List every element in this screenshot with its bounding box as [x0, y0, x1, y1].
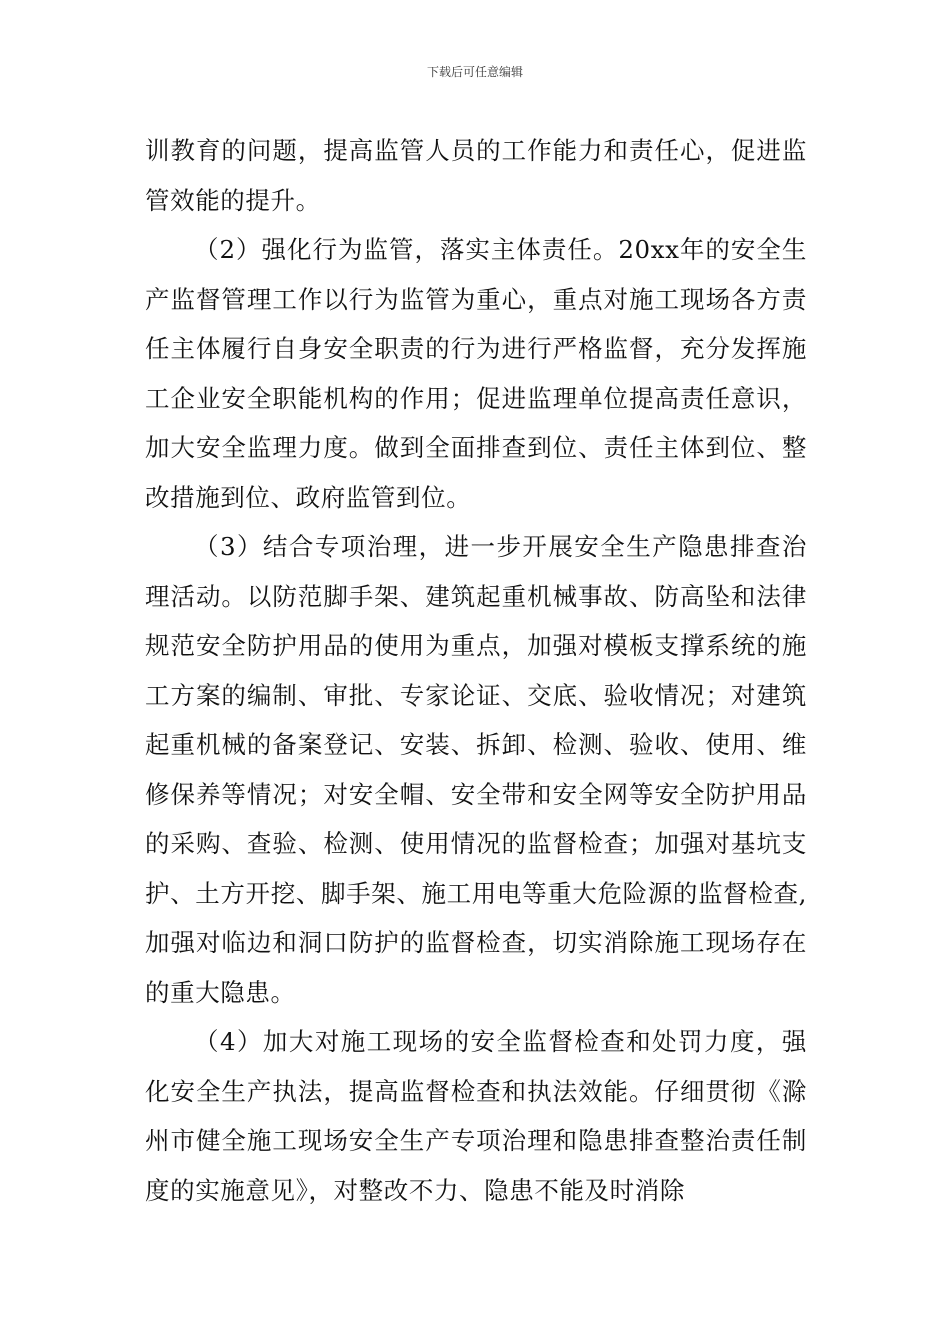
document-body — [145, 126, 807, 1215]
paragraph-3: （3）结合专项治理，进一步开展安全生产隐患排查治理活动。以防范脚手架、建筑起重机械事故、防高坠和法律规范安全防护用品的使用为重点，加强对模板支撑系统的施工方案的编制、审批、专家论证、交底、验收情况；对建筑起重机械的备案登记、安装、拆卸、检测、验收、使用、维修保养等情况；对安全帽、安全带和安全网等安全防护用品的采购、查验、检测、使用情况的监督检查；加强对基坑支护、土方开挖、脚手架、施工用电等重大危险源的监督检查,加强对临边和洞口防护的监督检查，切实消除施工现场存在的重大隐患。 — [145, 532, 807, 1007]
paragraph-continuation: 训教育的问题，提高监管人员的工作能力和责任心，促进监管效能的提升。 — [145, 136, 807, 215]
paragraph-2: （2）强化行为监管，落实主体责任。20xx年的安全生产监督管理工作以行为监管为重心，重点对施工现场各方责任主体履行自身安全职责的行为进行严格监督，充分发挥施工企业安全职能机构的作用；促进监理单位提高责任意识，加大安全监理力度。做到全面排查到位、责任主体到位、整改措施到位、政府监管到位。 — [145, 235, 807, 512]
page-header: 下载后可任意编辑 — [426, 65, 523, 79]
paragraph-4: （4）加大对施工现场的安全监督检查和处罚力度，强化安全生产执法，提高监督检查和执法效能。仔细贯彻《滁州市健全施工现场安全生产专项治理和隐患排查整治责任制度的实施意见》，对整改不力、隐患不能及时消除 — [145, 1027, 807, 1205]
